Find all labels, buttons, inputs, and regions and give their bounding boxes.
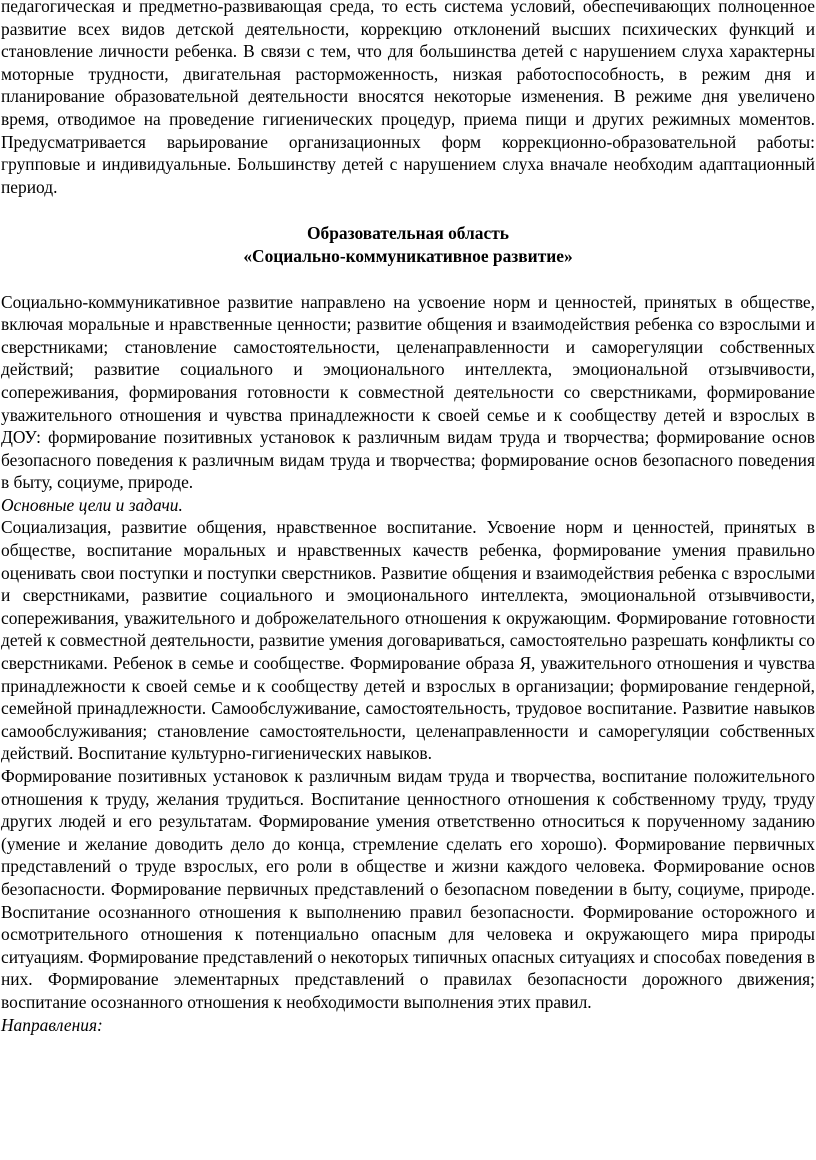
labor-paragraph: Формирование позитивных установок к различным видам труда и творчества, воспитание положительного отношения к труду, желания трудиться. Воспитание ценностного отношения к собственному труду, труду других людей и его результатам. Формирование умения ответственно относиться к порученному заданию (умение и желание доводить дело до конца, стремление сделать его хорошо). Формирование первичных представлений о труде взрослых, его роли в обществе и жизни каждого человека. Формирование основ безопасности. Формирование первичных представлений о безопасном поведении в быту, социуме, природе. Воспитание осознанного отношения к выполнению правил безопасности. Формирование осторожного и осмотрительного отношения к потенциально опасным для человека и окружающего мира природы ситуациям. Формирование представлений о некоторых типичных опасных ситуациях и способах поведения в них. Формирование элементарных представлений о правилах безопасности дорожного движения; воспитание осознанного отношения к необходимости выполнения этих правил. [1,766,815,1012]
section-heading [1,222,815,267]
goals-paragraph: Социализация, развитие общения, нравственное воспитание. Усвоение норм и ценностей, принятых в обществе, воспитание моральных и нравственных качеств ребенка, формирование умения правильно оценивать свои поступки и поступки сверстников. Развитие общения и взаимодействия ребенка с взрослыми и сверстниками, развитие социального и эмоционального интеллекта, эмоциональной отзывчивости, сопереживания, уважительного и доброжелательного отношения к окружающим. Формирование готовности детей к совместной деятельности, развитие умения договариваться, самостоятельно разрешать конфликты со сверстниками. Ребенок в семье и сообществе. Формирование образа Я, уважительного отношения и чувства принадлежности к своей семье и к сообществу детей и взрослых в организации; формирование гендерной, семейной принадлежности. Самообслуживание, самостоятельность, трудовое воспитание. Развитие навыков самообслуживания; становление самостоятельности, целенаправленности и саморегуляции собственных действий. Воспитание культурно-гигиенических навыков. [1,517,815,764]
section-heading-line-1: Образовательная область [307,223,509,244]
goals-label: Основные цели и задачи. [1,494,183,515]
section-heading-line-2: «Социально-коммуникативное развитие» [243,245,573,266]
section-paragraph: Социально-коммуникативное развитие направлено на усвоение норм и ценностей, принятых в обществе, включая моральные и нравственные ценности; развитие общения и взаимодействия ребенка со взрослыми и сверстниками; становление самостоятельности, целенаправленности и саморегуляции собственных действий; развитие социального и эмоционального интеллекта, эмоциональной отзывчивости, сопереживания, формирования готовности к совместной деятельности со сверстниками, формирование уважительного отношения и чувства принадлежности к своей семье и к сообществу детей и взрослых в ДОУ: формирование позитивных установок к различным видам труда и творчества; формирование основ безопасного поведения к различным видам труда и творчества; формирование основ безопасного поведения в быту, социуме, природе. [1,291,815,493]
intro-paragraph: педагогическая и предметно-развивающая среда, то есть система условий, обеспечивающих полноценное развитие всех видов детской деятельности, коррекцию отклонений высших психических функций и становление личности ребенка. В связи с тем, что для большинства детей с нарушением слуха характерны моторные трудности, двигательная расторможенность, низкая работоспособность, в режим дня и планирование образовательной деятельности вносятся некоторые изменения. В режиме дня увеличено время, отводимое на проведение гигиенических процедур, приема пищи и других режимных моментов. Предусматривается варьирование организационных форм коррекционно-образовательной работы: групповые и индивидуальные. Большинству детей с нарушением слуха вначале необходим адаптационный период. [1,0,815,197]
directions-label: Направления: [1,1014,103,1035]
